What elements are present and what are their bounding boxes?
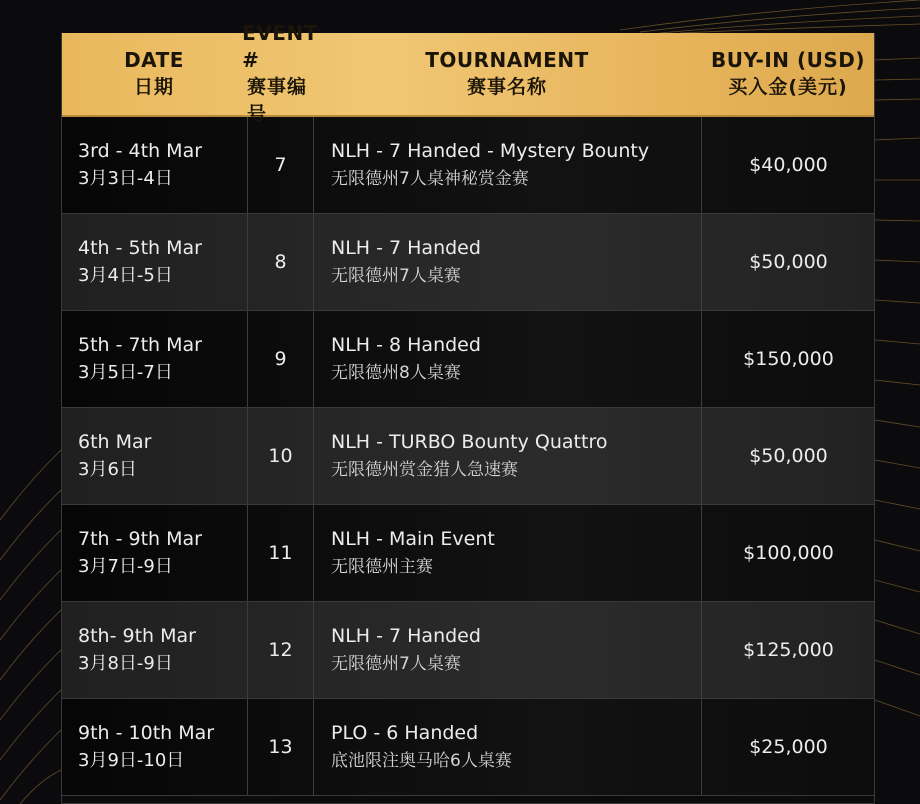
buyin-cell: $50,000 xyxy=(701,408,875,504)
tournament-schedule-table xyxy=(61,21,875,804)
tournament-cell: NLH - 8 Handed 无限德州8人桌赛 xyxy=(313,311,701,407)
buyin-cell: $25,000 xyxy=(701,699,875,795)
date-cell: 6th Mar 3月6日 xyxy=(78,431,152,480)
table-row xyxy=(61,699,875,796)
table-row xyxy=(61,408,875,505)
tournament-cell: NLH - 7 Handed 无限德州7人桌赛 xyxy=(313,214,701,310)
tournament-cell: NLH - TURBO Bounty Quattro 无限德州赏金猎人急速赛 xyxy=(313,408,701,504)
event-number: 7 xyxy=(247,117,313,213)
buyin-cell: $50,000 xyxy=(701,214,875,310)
header-date: DATE 日期 xyxy=(124,48,184,98)
buyin-cell: $100,000 xyxy=(701,505,875,601)
event-number: 8 xyxy=(247,214,313,310)
table-row xyxy=(61,214,875,311)
date-cell: 3rd - 4th Mar 3月3日-4日 xyxy=(78,140,203,189)
table-row xyxy=(61,602,875,699)
tournament-cell: NLH - Main Event 无限德州主赛 xyxy=(313,505,701,601)
date-cell: 9th - 10th Mar 3月9日-10日 xyxy=(78,722,215,771)
table-row xyxy=(61,505,875,602)
date-cell: 4th - 5th Mar 3月4日-5日 xyxy=(78,237,202,286)
event-number: 12 xyxy=(247,602,313,698)
tournament-cell: PLO - 6 Handed 底池限注奥马哈6人桌赛 xyxy=(313,699,701,795)
event-number: 13 xyxy=(247,699,313,795)
event-number: 11 xyxy=(247,505,313,601)
date-cell: 8th- 9th Mar 3月8日-9日 xyxy=(78,625,196,674)
table-header xyxy=(61,21,875,125)
date-cell: 5th - 7th Mar 3月5日-7日 xyxy=(78,334,202,383)
tournament-cell: NLH - 7 Handed - Mystery Bounty 无限德州7人桌神秘赏金赛 xyxy=(313,117,701,213)
tournament-cell: NLH - 7 Handed 无限德州7人桌赛 xyxy=(313,602,701,698)
header-buyin: BUY-IN (USD) 买入金(美元) xyxy=(711,48,865,98)
header-event: EVENT # 赛事编号 xyxy=(242,21,318,125)
event-number: 9 xyxy=(247,311,313,407)
event-number: 10 xyxy=(247,408,313,504)
table-row xyxy=(61,311,875,408)
buyin-cell: $150,000 xyxy=(701,311,875,407)
table-row xyxy=(61,117,875,214)
buyin-cell: $40,000 xyxy=(701,117,875,213)
buyin-cell: $125,000 xyxy=(701,602,875,698)
date-cell: 7th - 9th Mar 3月7日-9日 xyxy=(78,528,202,577)
header-tournament: TOURNAMENT 赛事名称 xyxy=(425,48,589,98)
